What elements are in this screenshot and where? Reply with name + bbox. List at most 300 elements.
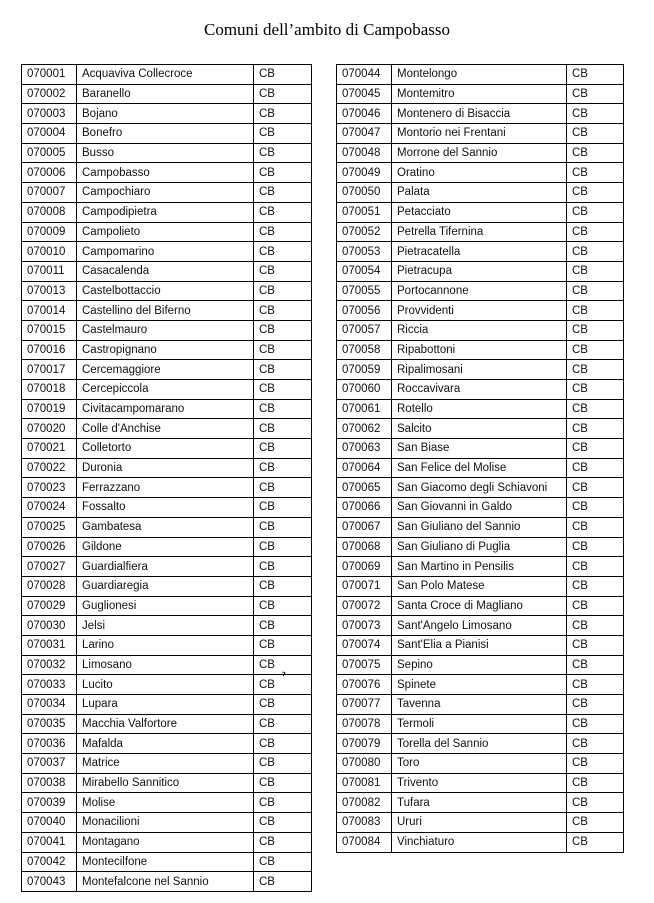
comune-name: Molise bbox=[77, 793, 254, 813]
table-row bbox=[22, 635, 312, 655]
comune-code: 070079 bbox=[337, 734, 392, 754]
table-row bbox=[22, 616, 312, 636]
comune-code: 070059 bbox=[337, 360, 392, 380]
table-row bbox=[22, 399, 312, 419]
table-row bbox=[337, 124, 624, 144]
comune-name: Bonefro bbox=[77, 124, 254, 144]
province-code: CB bbox=[567, 222, 624, 242]
comune-name: Colletorto bbox=[77, 439, 254, 459]
comune-code: 070038 bbox=[22, 773, 77, 793]
comune-name: Portocannone bbox=[392, 281, 567, 301]
table-row bbox=[337, 773, 624, 793]
comune-name: Santa Croce di Magliano bbox=[392, 596, 567, 616]
comune-code: 070075 bbox=[337, 655, 392, 675]
table-row bbox=[337, 537, 624, 557]
province-code: CB bbox=[254, 281, 312, 301]
comune-name: San Martino in Pensilis bbox=[392, 557, 567, 577]
table-row bbox=[22, 281, 312, 301]
comune-code: 070014 bbox=[22, 301, 77, 321]
comune-code: 070041 bbox=[22, 832, 77, 852]
comune-name: Castellino del Biferno bbox=[77, 301, 254, 321]
comune-code: 070002 bbox=[22, 84, 77, 104]
province-code: CB bbox=[567, 517, 624, 537]
comune-name: Montelongo bbox=[392, 65, 567, 85]
table-row bbox=[337, 360, 624, 380]
table-row bbox=[22, 695, 312, 715]
comune-name: Fossalto bbox=[77, 498, 254, 518]
table-row bbox=[22, 754, 312, 774]
comune-code: 070016 bbox=[22, 340, 77, 360]
province-code: CB bbox=[567, 380, 624, 400]
comune-code: 070004 bbox=[22, 124, 77, 144]
comune-code: 070028 bbox=[22, 576, 77, 596]
comune-code: 070051 bbox=[337, 202, 392, 222]
table-row bbox=[337, 498, 624, 518]
table-row bbox=[337, 84, 624, 104]
comune-code: 070001 bbox=[22, 65, 77, 85]
comune-code: 070034 bbox=[22, 695, 77, 715]
province-code: CB bbox=[254, 399, 312, 419]
province-code: CB bbox=[254, 773, 312, 793]
table-row bbox=[22, 84, 312, 104]
comune-name: Sant'Elia a Pianisi bbox=[392, 635, 567, 655]
province-code: CB bbox=[254, 478, 312, 498]
province-code: CB bbox=[567, 242, 624, 262]
table-row bbox=[337, 340, 624, 360]
comune-code: 070023 bbox=[22, 478, 77, 498]
province-code: CB bbox=[254, 458, 312, 478]
province-code: CB bbox=[567, 261, 624, 281]
comune-name: Gildone bbox=[77, 537, 254, 557]
province-code: CB bbox=[567, 557, 624, 577]
comune-name: Larino bbox=[77, 635, 254, 655]
comune-code: 070074 bbox=[337, 635, 392, 655]
province-code: CB bbox=[254, 655, 312, 675]
province-code: CB bbox=[567, 754, 624, 774]
comune-name: Salcito bbox=[392, 419, 567, 439]
table-row bbox=[337, 793, 624, 813]
province-code: CB bbox=[567, 498, 624, 518]
comune-code: 070080 bbox=[337, 754, 392, 774]
comune-name: Petacciato bbox=[392, 202, 567, 222]
comune-code: 070069 bbox=[337, 557, 392, 577]
province-code: CB bbox=[254, 517, 312, 537]
table-row bbox=[337, 281, 624, 301]
comune-code: 070037 bbox=[22, 754, 77, 774]
comune-code: 070021 bbox=[22, 439, 77, 459]
comune-code: 070067 bbox=[337, 517, 392, 537]
comune-name: Tavenna bbox=[392, 695, 567, 715]
province-code: CB bbox=[254, 537, 312, 557]
province-code: CB bbox=[254, 576, 312, 596]
province-code: CB bbox=[254, 104, 312, 124]
comune-name: Palata bbox=[392, 183, 567, 203]
table-row bbox=[337, 183, 624, 203]
table-row bbox=[337, 557, 624, 577]
province-code: CB bbox=[254, 301, 312, 321]
comune-name: Ripalimosani bbox=[392, 360, 567, 380]
table-row bbox=[22, 439, 312, 459]
table-row bbox=[22, 596, 312, 616]
province-code: CB bbox=[567, 124, 624, 144]
comune-code: 070052 bbox=[337, 222, 392, 242]
comune-name: Gambatesa bbox=[77, 517, 254, 537]
comune-code: 070035 bbox=[22, 714, 77, 734]
table-row bbox=[22, 458, 312, 478]
comune-name: Montemitro bbox=[392, 84, 567, 104]
comune-name: San Biase bbox=[392, 439, 567, 459]
comune-code: 070045 bbox=[337, 84, 392, 104]
comune-name: Lucito bbox=[77, 675, 254, 695]
table-row bbox=[22, 301, 312, 321]
table-row bbox=[22, 163, 312, 183]
table-row bbox=[337, 242, 624, 262]
comune-name: Sepino bbox=[392, 655, 567, 675]
comune-code: 070036 bbox=[22, 734, 77, 754]
table-row bbox=[22, 517, 312, 537]
table-row bbox=[22, 537, 312, 557]
comune-name: Ururi bbox=[392, 813, 567, 833]
comune-code: 070019 bbox=[22, 399, 77, 419]
comune-code: 070022 bbox=[22, 458, 77, 478]
table-row bbox=[22, 380, 312, 400]
province-code: CB bbox=[567, 537, 624, 557]
comune-code: 070060 bbox=[337, 380, 392, 400]
province-code: CB bbox=[254, 380, 312, 400]
table-row bbox=[22, 832, 312, 852]
comune-code: 070020 bbox=[22, 419, 77, 439]
comune-name: Campolieto bbox=[77, 222, 254, 242]
comune-name: San Felice del Molise bbox=[392, 458, 567, 478]
comune-code: 070046 bbox=[337, 104, 392, 124]
table-row bbox=[22, 557, 312, 577]
table-row bbox=[22, 498, 312, 518]
table-row bbox=[22, 793, 312, 813]
comune-name: Torella del Sannio bbox=[392, 734, 567, 754]
comune-code: 070024 bbox=[22, 498, 77, 518]
province-code: CB bbox=[254, 793, 312, 813]
comune-code: 070078 bbox=[337, 714, 392, 734]
comune-name: Rotello bbox=[392, 399, 567, 419]
comune-code: 070009 bbox=[22, 222, 77, 242]
comune-code: 070042 bbox=[22, 852, 77, 872]
table-row bbox=[337, 754, 624, 774]
comune-code: 070064 bbox=[337, 458, 392, 478]
province-code: CB bbox=[254, 596, 312, 616]
comune-code: 070071 bbox=[337, 576, 392, 596]
table-row bbox=[337, 655, 624, 675]
province-code: CB bbox=[254, 340, 312, 360]
province-code: CB bbox=[567, 734, 624, 754]
comuni-table-left bbox=[21, 64, 312, 892]
comune-name: Castropignano bbox=[77, 340, 254, 360]
province-code: CB bbox=[254, 557, 312, 577]
comune-name: Pietracatella bbox=[392, 242, 567, 262]
comune-name: Bojano bbox=[77, 104, 254, 124]
comune-code: 070066 bbox=[337, 498, 392, 518]
table-row bbox=[337, 202, 624, 222]
province-code: CB bbox=[254, 143, 312, 163]
comune-code: 070039 bbox=[22, 793, 77, 813]
province-code: CB bbox=[567, 616, 624, 636]
comune-code: 070081 bbox=[337, 773, 392, 793]
province-code: CB bbox=[567, 439, 624, 459]
table-row bbox=[337, 458, 624, 478]
comune-name: Roccavivara bbox=[392, 380, 567, 400]
province-code: CB bbox=[567, 478, 624, 498]
comune-code: 070044 bbox=[337, 65, 392, 85]
province-code: CB bbox=[567, 675, 624, 695]
table-row bbox=[337, 222, 624, 242]
province-code: CB bbox=[254, 242, 312, 262]
comune-code: 070062 bbox=[337, 419, 392, 439]
table-row bbox=[22, 124, 312, 144]
province-code: CB bbox=[254, 714, 312, 734]
comune-name: Morrone del Sannio bbox=[392, 143, 567, 163]
table-row bbox=[22, 222, 312, 242]
comune-name: Campobasso bbox=[77, 163, 254, 183]
province-code: CB bbox=[567, 340, 624, 360]
document-title: Comuni dell’ambito di Campobasso bbox=[203, 20, 450, 39]
comune-code: 070084 bbox=[337, 832, 392, 852]
province-code: CB bbox=[254, 635, 312, 655]
comune-code: 070058 bbox=[337, 340, 392, 360]
comune-name: Sant'Angelo Limosano bbox=[392, 616, 567, 636]
comune-code: 070057 bbox=[337, 320, 392, 340]
comune-code: 070053 bbox=[337, 242, 392, 262]
comune-name: Toro bbox=[392, 754, 567, 774]
province-code: CB bbox=[254, 419, 312, 439]
table-row bbox=[337, 439, 624, 459]
table-row bbox=[22, 773, 312, 793]
province-code: CB bbox=[254, 872, 312, 892]
province-code: CB bbox=[567, 458, 624, 478]
table-row bbox=[337, 517, 624, 537]
province-code: CB bbox=[567, 576, 624, 596]
table-row bbox=[337, 616, 624, 636]
comune-name: Monacilioni bbox=[77, 813, 254, 833]
comune-code: 070083 bbox=[337, 813, 392, 833]
province-code: CB bbox=[567, 596, 624, 616]
comune-name: Campomarino bbox=[77, 242, 254, 262]
table-row bbox=[22, 478, 312, 498]
province-code: CB bbox=[567, 163, 624, 183]
comune-name: Acquaviva Collecroce bbox=[77, 65, 254, 85]
comune-name: Mirabello Sannitico bbox=[77, 773, 254, 793]
comune-name: Tufara bbox=[392, 793, 567, 813]
table-row bbox=[22, 242, 312, 262]
comune-code: 070029 bbox=[22, 596, 77, 616]
province-code: CB bbox=[567, 419, 624, 439]
table-row bbox=[337, 320, 624, 340]
comune-name: Spinete bbox=[392, 675, 567, 695]
comune-code: 070030 bbox=[22, 616, 77, 636]
comune-code: 070008 bbox=[22, 202, 77, 222]
comune-name: Duronia bbox=[77, 458, 254, 478]
province-code: CB bbox=[254, 852, 312, 872]
comune-name: San Giacomo degli Schiavoni bbox=[392, 478, 567, 498]
comune-name: Montefalcone nel Sannio bbox=[77, 872, 254, 892]
comune-name: San Polo Matese bbox=[392, 576, 567, 596]
comune-code: 070055 bbox=[337, 281, 392, 301]
province-code: CB bbox=[254, 360, 312, 380]
province-code: CB bbox=[254, 813, 312, 833]
province-code: CB bbox=[254, 675, 312, 695]
province-code: CB bbox=[254, 65, 312, 85]
comune-code: 070047 bbox=[337, 124, 392, 144]
table-row bbox=[22, 202, 312, 222]
province-code: CB bbox=[254, 202, 312, 222]
comune-code: 070068 bbox=[337, 537, 392, 557]
comune-code: 070031 bbox=[22, 635, 77, 655]
comune-name: Limosano bbox=[77, 655, 254, 675]
comune-code: 070076 bbox=[337, 675, 392, 695]
province-code: CB bbox=[254, 84, 312, 104]
comune-name: Termoli bbox=[392, 714, 567, 734]
table-row bbox=[22, 813, 312, 833]
province-code: CB bbox=[567, 281, 624, 301]
comune-code: 070025 bbox=[22, 517, 77, 537]
table-row bbox=[337, 478, 624, 498]
comuni-table-right bbox=[336, 64, 624, 853]
comune-name: Oratino bbox=[392, 163, 567, 183]
comune-code: 070015 bbox=[22, 320, 77, 340]
province-code: CB bbox=[567, 793, 624, 813]
table-row bbox=[337, 635, 624, 655]
comune-code: 070007 bbox=[22, 183, 77, 203]
table-row bbox=[337, 65, 624, 85]
table-row bbox=[22, 360, 312, 380]
comune-name: Castelmauro bbox=[77, 320, 254, 340]
province-code: CB bbox=[254, 320, 312, 340]
table-row bbox=[22, 320, 312, 340]
table-row bbox=[22, 261, 312, 281]
province-code: CB bbox=[254, 439, 312, 459]
table-row bbox=[337, 419, 624, 439]
comune-name: Riccia bbox=[392, 320, 567, 340]
comune-code: 070061 bbox=[337, 399, 392, 419]
table-row bbox=[22, 419, 312, 439]
table-row bbox=[22, 143, 312, 163]
table-row bbox=[337, 163, 624, 183]
comune-code: 070017 bbox=[22, 360, 77, 380]
comune-name: Campochiaro bbox=[77, 183, 254, 203]
province-code: CB bbox=[254, 183, 312, 203]
province-code: CB bbox=[254, 124, 312, 144]
table-row bbox=[337, 832, 624, 852]
province-code: CB bbox=[254, 734, 312, 754]
comune-name: Pietracupa bbox=[392, 261, 567, 281]
comune-code: 070065 bbox=[337, 478, 392, 498]
comune-name: Provvidenti bbox=[392, 301, 567, 321]
province-code: CB bbox=[567, 84, 624, 104]
province-code: CB bbox=[567, 714, 624, 734]
comune-code: 070040 bbox=[22, 813, 77, 833]
comune-name: Macchia Valfortore bbox=[77, 714, 254, 734]
table-row bbox=[337, 596, 624, 616]
table-row bbox=[337, 576, 624, 596]
table-row bbox=[337, 104, 624, 124]
comune-name: Civitacampomarano bbox=[77, 399, 254, 419]
comune-code: 070049 bbox=[337, 163, 392, 183]
table-row bbox=[22, 675, 312, 695]
comune-code: 070077 bbox=[337, 695, 392, 715]
comune-name: Montorio nei Frentani bbox=[392, 124, 567, 144]
comune-name: Montecilfone bbox=[77, 852, 254, 872]
table-row bbox=[22, 65, 312, 85]
province-code: CB bbox=[567, 104, 624, 124]
province-code: CB bbox=[567, 202, 624, 222]
comune-name: Cercemaggiore bbox=[77, 360, 254, 380]
comune-code: 070063 bbox=[337, 439, 392, 459]
comune-code: 070054 bbox=[337, 261, 392, 281]
table-row bbox=[22, 183, 312, 203]
province-code: CB bbox=[254, 261, 312, 281]
table-row bbox=[22, 872, 312, 892]
table-row bbox=[22, 340, 312, 360]
table-row bbox=[22, 576, 312, 596]
table-row bbox=[22, 714, 312, 734]
comune-name: San Giovanni in Galdo bbox=[392, 498, 567, 518]
province-code: CB bbox=[567, 832, 624, 852]
comune-code: 070013 bbox=[22, 281, 77, 301]
province-code: CB bbox=[567, 183, 624, 203]
province-code: CB bbox=[254, 616, 312, 636]
comune-code: 070073 bbox=[337, 616, 392, 636]
table-row bbox=[337, 143, 624, 163]
province-code: CB bbox=[567, 773, 624, 793]
province-code: CB bbox=[567, 360, 624, 380]
province-code: CB bbox=[254, 832, 312, 852]
comune-name: Casacalenda bbox=[77, 261, 254, 281]
table-row bbox=[22, 734, 312, 754]
comune-name: Colle d'Anchise bbox=[77, 419, 254, 439]
comune-code: 070032 bbox=[22, 655, 77, 675]
comune-code: 070027 bbox=[22, 557, 77, 577]
table-row bbox=[337, 714, 624, 734]
comune-code: 070048 bbox=[337, 143, 392, 163]
province-code: CB bbox=[567, 399, 624, 419]
table-row bbox=[337, 399, 624, 419]
table-row bbox=[337, 675, 624, 695]
comune-code: 070050 bbox=[337, 183, 392, 203]
province-code: CB bbox=[567, 635, 624, 655]
table-row bbox=[337, 261, 624, 281]
table-row bbox=[22, 104, 312, 124]
table-row bbox=[337, 695, 624, 715]
comune-code: 070011 bbox=[22, 261, 77, 281]
table-row bbox=[337, 380, 624, 400]
province-code: CB bbox=[567, 301, 624, 321]
comune-name: Vinchiaturo bbox=[392, 832, 567, 852]
comune-code: 070006 bbox=[22, 163, 77, 183]
comune-name: Guglionesi bbox=[77, 596, 254, 616]
province-code: CB bbox=[567, 320, 624, 340]
comune-name: Cercepiccola bbox=[77, 380, 254, 400]
province-code: CB bbox=[254, 754, 312, 774]
comune-name: San Giuliano di Puglia bbox=[392, 537, 567, 557]
province-code: CB bbox=[567, 143, 624, 163]
province-code: CB bbox=[254, 163, 312, 183]
handwritten-mark: ˀ bbox=[282, 671, 286, 682]
comune-name: Guardialfiera bbox=[77, 557, 254, 577]
comune-code: 070005 bbox=[22, 143, 77, 163]
table-row bbox=[337, 301, 624, 321]
comune-name: Jelsi bbox=[77, 616, 254, 636]
comune-name: Matrice bbox=[77, 754, 254, 774]
province-code: CB bbox=[567, 65, 624, 85]
province-code: CB bbox=[254, 695, 312, 715]
